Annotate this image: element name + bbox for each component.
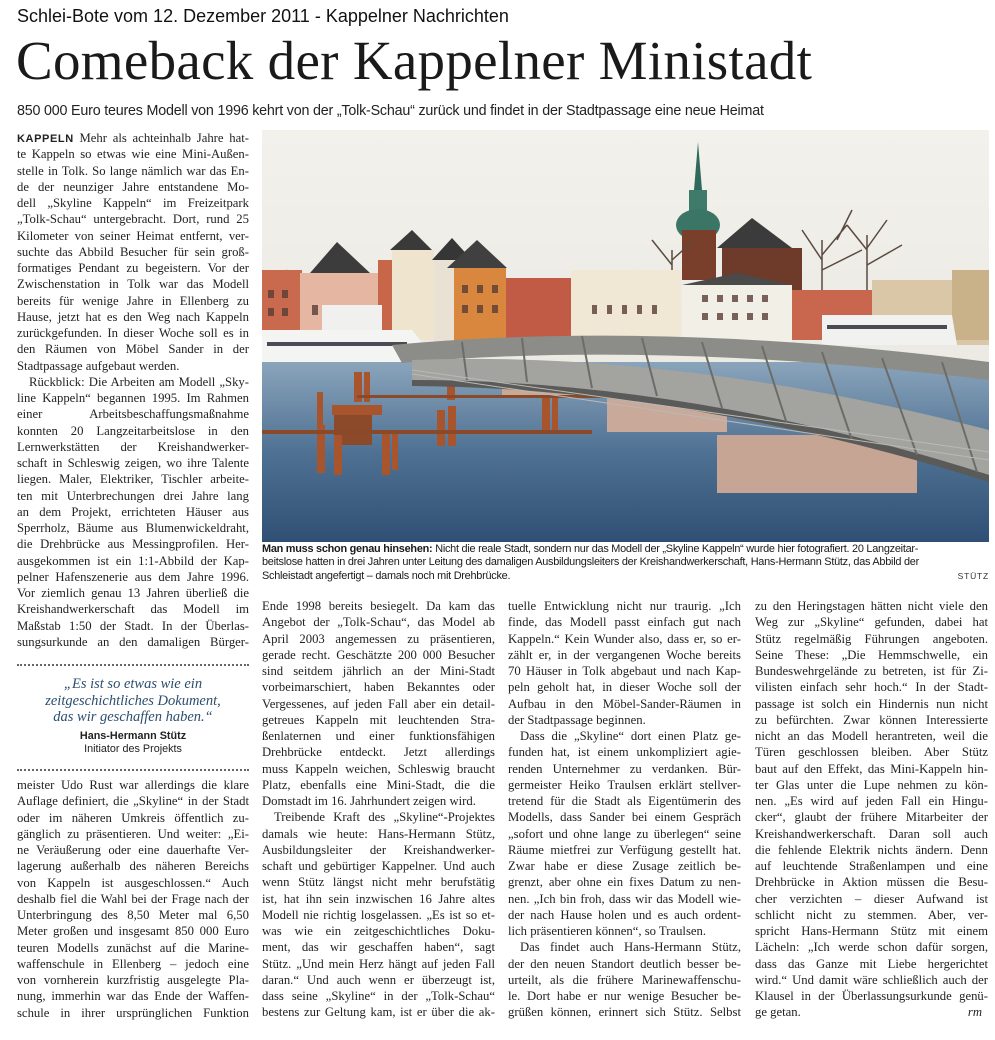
article-line: was wie ein zeitgeschichtliches Doku- [262,924,495,938]
caption-line: Man muss schon genau hinsehen: Nicht die reale Stadt, sondern nur das Modell der „Skyline Kappeln“ wurde hier fotografiert. 20 Langzeitar- [262,543,919,555]
article-line: Hause, jetzt hat es den Weg nach Kappeln [17,309,249,324]
article-line: de der neunziger Jahre entstandene Mo- [17,179,249,194]
article-line: te Kappeln so etwas wie eine Mini-Außen- [17,147,249,162]
article-column-3 [508,598,741,1021]
article-line: ne Veräußerung oder eine dauerhafte Ver- [17,843,249,857]
article-line: ter Glas unter die Lupe nehmen zu kön- [755,777,988,792]
article-line: KAPPELN Mehr als achteinhalb Jahre hat- [17,131,249,145]
author-signature: rm [967,1005,982,1020]
article-line: finde, das Modell passt einfach gut nach [508,615,741,630]
article-line: gänglich zu präsentieren. Und weiter: „Ei- [17,826,249,841]
pull-quote-author-role: Initiator des Projekts [84,743,182,755]
article-line: Rückblick: Die Arbeiten am Modell „Sky- [29,374,249,389]
pull-quote-line: zeitgeschichtliches Dokument, [45,692,221,709]
article-line: Ende 1998 bereits besiegelt. Da kam das [262,599,495,613]
article-line: „sofort und ohne lange zu überlegen“ seine [508,826,741,841]
article-line: zurückgefunden. In dieser Woche soll es in [17,326,249,340]
article-photo [262,130,989,542]
article-line: auf leuchtende Straßenlampen und eine [755,859,988,873]
article-line: Stadtpassage aufgebaut werden. [17,358,180,373]
article-line: Bundeswehrgelände zu betreten, ist für Zi- [755,664,988,678]
article-line: suchte das Abbild Besucher für sein groß- [17,244,249,259]
article-line: dass seine „Skyline“ in der „Tolk-Schau“ [262,989,495,1003]
article-line: cker“, glaubt der frühere Mitarbeiter der [755,810,988,825]
article-line: von Kappeln ist ausgeschlossen.“ Auch [17,875,249,890]
article-line: schaft und gebürtiger Kappelner. Und auch [262,859,495,873]
article-line: vorbeimarschiert, haben Bekanntes oder [262,680,495,695]
article-line: Zwar habe er diese Zusage zeitlich be- [508,859,741,873]
article-line: wenn Stütz längst nicht mehr berufstätig [262,875,495,890]
article-line: nung, immerhin war das Ende der Waffen- [17,989,249,1004]
article-line: „Tolk-Schau“ untergebracht. Dort, rund 25 [17,212,249,227]
article-line: meister Udo Rust war allerdings die klare [17,778,249,792]
article-line: liegen. Maler, Elektriker, Tischler arbeite- [17,472,249,487]
headline: Comeback der Kappelner Ministadt [16,30,813,91]
article-line: Unterbringung des 8,50 Meter mal 6,50 [17,908,249,922]
article-line: Angebot der „Tolk-Schau“, das Model ab [262,615,495,630]
article-line: gerade recht. Geschätzte 200 000 Besucher [262,647,495,662]
article-line: Domstadt im 16. Jahrhundert zeigen wird. [262,794,476,808]
divider [17,664,249,666]
pull-quote-line: „Es ist so etwas wie ein [63,676,203,692]
article-line: spricht Hans-Hermann Stütz mit einem [755,924,988,938]
article-line: daran.“ Und auch wenn er überzeugt ist, [262,972,495,987]
article-line: Türen geschlossen bleiben. Aber Stütz [755,745,988,760]
source-line: Schlei-Bote vom 12. Dezember 2011 - Kappelner Nachrichten [17,6,509,26]
article-line: ment, das wir geschaffen haben“, sagt [262,940,495,955]
caption-line: beitslose hatten in drei Jahren unter Leitung des damaligen Ausbildungsleiters der Kreishandwerkerschaft, Hans-Hermann Stütz, das Abbild der [262,556,919,569]
article-line: Sperrholz, Bäume aus Blumenwickeldraht, [17,521,249,535]
article-line: nen. „Ich bin froh, dass wir das Modell wie- [508,891,741,906]
article-column-2 [262,598,495,1021]
article-line: ßenlaternen und einer funktionsfähigen [262,729,495,743]
article-line: wird.“ Und damit wäre schließlich auch der [755,972,988,987]
article-line: Dass die „Skyline“ dort einen Platz ge- [520,729,741,743]
article-line: Klausel in der Überlassungsurkunde genü- [755,989,988,1003]
article-line: Lernwerkstätten der Kreishandwerker- [17,439,249,454]
divider [17,769,249,771]
pull-quote-author: Hans-Hermann Stütz [79,730,187,742]
article-line: pelner Hafenszenerie aus dem Jahre 1996. [17,569,249,584]
photo-caption [262,543,989,583]
article-line: bereits für wenige Jahre in Ellenberg zu [17,293,249,308]
article-line: April 2003 angemessen zu präsentieren, [262,631,495,646]
article-line: Ausbildungsleiter der Kreishandwerker- [262,842,495,857]
article-line: deshalb fiel die Wahl bei der Frage nach der [17,891,249,906]
article-line: der nach Hause holen und es auch ordent- [508,907,741,922]
article-line: einer Arbeitsbeschaffungsmaßnahme [17,407,249,422]
article-line: Auflage definiert, die „Skyline“ in der Stadt [17,794,249,809]
article-line: den Räumen von Möbel Sander in der [17,342,249,357]
article-line: von vornherein kurzfristig ausgelegte Pla- [17,973,249,987]
article-line: Seine These: „Die Hemmschwelle, ein [755,647,988,662]
pull-quote-text [17,676,249,726]
article-line: dass das Ganze mit Liebe hergerichtet [755,956,988,971]
article-line: funden hat, ist einem unkompliziert agie- [508,745,741,760]
article-column-4 [755,598,988,1021]
article-line: Drehbrücke entdeckt. Jetzt allerdings [262,745,495,760]
article-line: passage ist solch ein Hindernis nun nicht [755,696,988,711]
article-line: Stütz regelmäßig Führungen angeboten. [755,631,988,646]
article-line: Meter großen und insgesamt 850 000 Euro [17,924,249,939]
article-line: bestens zur Geltung kam, ist er über die ak- [262,1005,495,1020]
article-column-1-bottom [17,777,249,1021]
article-line: Platz, ebenfalls eine Mini-Stadt, die die [262,777,495,792]
subheadline: 850 000 Euro teures Modell von 1996 kehrt von der „Tolk-Schau“ zurück und findet in der Stadtpassage eine neue Heimat [17,103,764,119]
article-line: cher verzichten – dieser Aufwand ist [755,891,988,906]
article-line: der Stadtpassage beginnen. [508,712,646,727]
article-line: Modell nie richtig losgelassen. „Es ist so et- [262,907,495,922]
article-line: baut auf den Effekt, das Mini-Kappeln hin- [755,761,988,776]
article-line: vilisten einfach sehr hoch.“ In der Stadt- [755,680,988,695]
article-line: Drehbrücke in Aktion müssen die Besu- [755,875,988,890]
article-line: Treibende Kraft des „Skyline“-Projektes [274,810,495,825]
article-line: grenzt, aber ohne ein fixes Datum zu nen- [508,875,741,890]
article-line: Das findet auch Hans-Hermann Stütz, [520,940,741,955]
article-line: ist, hat ihn sein inzwischen 16 Jahre altes [262,891,495,906]
article-line: die Drehbrücke aus Messingprofilen. Her- [17,537,249,552]
article-line: Kappeln.“ Kein Wunder also, dass er, so er- [508,631,741,646]
dateline: KAPPELN [17,133,74,145]
article-line: grüßen können, erinnert sich Stütz. Selbst [508,1005,741,1020]
article-line: muss Kappeln weichen, Schleswig braucht [262,761,495,776]
article-line: teuren Modells zunächst auf die Marine- [17,940,249,955]
caption-line: Schleistadt angefertigt – damals noch mit Drehbrücke. [262,569,511,582]
article-line: dell „Skyline Kappeln“ im Freizeitpark [17,196,249,210]
article-line: zu befürchten. Zwar können Interessierte [755,712,988,727]
article-line: ge getan. rm [755,1005,982,1020]
article-line: le. Dort habe er nur wenige Besucher be- [508,989,741,1003]
article-line: stelle in Tolk. So lange nämlich war das En- [17,163,249,178]
article-line: konnten 20 Langzeitarbeitslose in den [17,423,249,438]
article-line: Modells, dass Sander bei einem Gespräch [508,810,741,825]
article-column-1-top [17,130,249,650]
model-town-photo [262,130,989,542]
article-line: ausgekommen ist ein 1:1-Abbild der Kap- [17,553,249,568]
pull-quote-line: das wir geschaffen haben.“ [53,709,213,726]
article-line: oder im näheren Umkreis öffentlich zu- [17,810,249,825]
article-line: der den neuen Standort deutlich besser be- [508,956,741,971]
article-line: 70 Häuser in Tolk abgebaut und nach Kap- [508,664,741,678]
article-line: Zwischenstation in Tolk war das Modell [17,277,249,292]
pull-quote [17,664,249,773]
article-line: nicht an das Modell herantreten, weil die [755,729,988,743]
article-line: Vor ziemlich genau 13 Jahren überließ die [17,586,249,600]
article-line: an dem Projekt, errichteten Häuser aus [17,504,249,519]
article-line: die fehlende Elektrik nichts ändern. Denn [755,842,988,857]
article-line: Räume mietfrei zur Verfügung gestellt hat. [508,842,741,857]
article-line: line Kappeln“ begannen 1995. Im Rahmen [17,391,249,405]
article-line: Lächeln: „Ich werde schon dafür sorgen, [755,940,988,955]
article-line: sungsurkunde an den damaligen Bürger- [17,634,249,649]
article-line: damals wie heute: Hans-Hermann Stütz, [262,826,495,841]
article-line: lagerung außerhalb des näheren Bereichs [17,859,249,874]
article-line: nen. „Es wird auf jeden Fall ein Hingu- [755,794,988,808]
article-line: zählt er, in der vergangenen Woche bereits [508,647,741,662]
article-line: tretend für die Stadt als Eigentümerin des [508,794,741,808]
article-line: urteilt, als die frühere Marinewaffenschu- [508,972,741,987]
article-line: Kilometer von seiner Heimat entfernt, ver- [17,228,249,243]
article-line: ten mit Unterbrechungen drei Jahre lang [17,488,249,503]
article-line: Maßstab 1:50 der Stadt. In der Überlas- [17,618,249,633]
article-line: schule in ihrer ursprünglichen Funktion [17,1005,249,1020]
article-line: Aufbau in den Möbel-Sander-Räumen in [508,696,741,711]
article-line: zu den Heringstagen hätten nicht viele den [755,599,988,613]
article-line: Stütz. „Und mein Herz hängt auf jeden Fall [262,956,495,971]
article-line: sind seitdem jährlich an der Mini-Stadt [262,664,495,678]
article-line: Weg zur „Skyline“ gefunden, dabei hat [755,615,988,630]
article-line: waffenschule in Ellenberg – jedoch eine [17,956,249,971]
article-line: getreues Kappeln mit leuchtenden Stra- [262,712,495,727]
photo-credit: STÜTZ [957,570,989,581]
article-line: schlicht nicht zu stemmen. Aber, ver- [755,907,988,922]
article-line: peln geholt hat, in dieser Woche soll der [508,680,741,695]
article-line: schaft in Schleswig zeigen, wo ihre Talente [17,456,249,470]
article-line: lich präsentieren können“, so Traulsen. [508,924,707,938]
article-line: Vergessenes, auf jeden Fall aber ein detail- [262,696,495,711]
article-line: renden Unternehmer zu verdanken. Bür- [508,761,741,776]
article-line: formatiges Pendant zu begeistern. Vor der [17,261,249,275]
article-line: germeister Heiko Traulsen erklärt stellver- [508,777,741,792]
article-line: tuelle Entwicklung nicht nur traurig. „Ich [508,599,741,613]
article-line: Kreishandwerkerschaft das Modell im [17,602,249,617]
article-line: Kreishandwerkerschaft. Daran soll auch [755,826,988,841]
caption-lead: Man muss schon genau hinsehen: [262,543,433,555]
